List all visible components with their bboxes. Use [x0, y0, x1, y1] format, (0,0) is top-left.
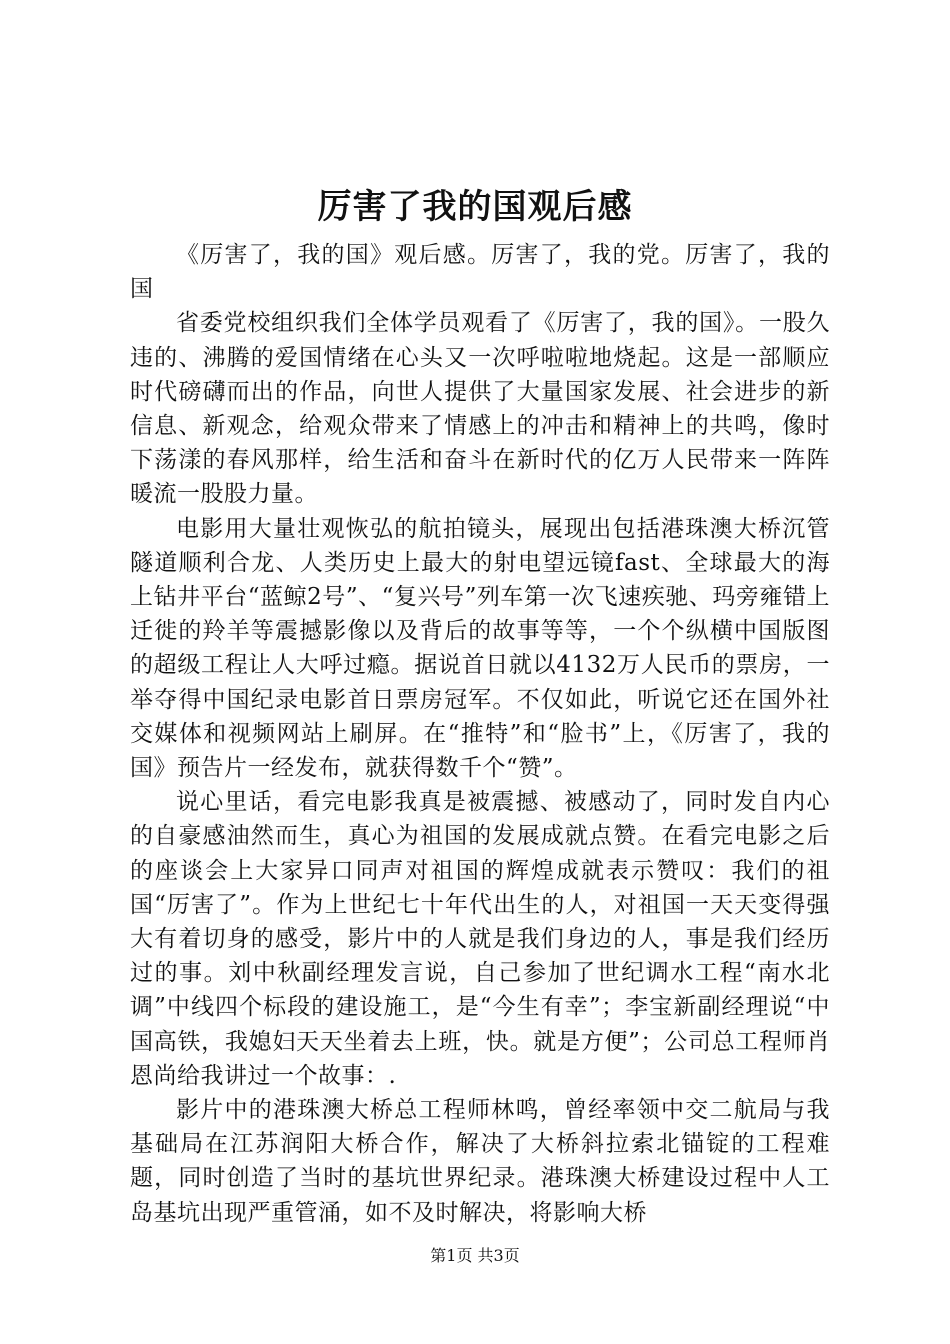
- paragraph: 影片中的港珠澳大桥总工程师林鸣，曾经率领中交二航局与我基础局在江苏润阳大桥合作，解决了大桥斜拉索北锚锭的工程难题，同时创造了当时的基坑世界纪录。港珠澳大桥建设过程中人工岛基坑出现严重管涌，如不及时解决，将影响大桥: [130, 1097, 830, 1226]
- paragraph: 省委党校组织我们全体学员观看了《厉害了，我的国》。一股久违的、沸腾的爱国情绪在心头又一次呼啦啦地烧起。这是一部顺应时代磅礴而出的作品，向世人提供了大量国家发展、社会进步的新信息、新观念，给观众带来了情感上的冲击和精神上的共鸣，像时下荡漾的春风那样，给生活和奋斗在新时代的亿万人民带来一阵阵暖流一股股力量。: [130, 310, 830, 508]
- paragraph: 《厉害了，我的国》观后感。厉害了，我的党。厉害了，我的国: [130, 242, 830, 303]
- document-title: 厉害了我的国观后感: [317, 187, 633, 227]
- paragraph: 说心里话，看完电影我真是被震撼、被感动了，同时发自内心的自豪感油然而生，真心为祖国的发展成就点赞。在看完电影之后的座谈会上大家异口同声对祖国的辉煌成就表示赞叹：我们的祖国“厉害了”。作为上世纪七十年代出生的人，对祖国一天天变得强大有着切身的感受，影片中的人就是我们身边的人，事是我们经历过的事。刘中秋副经理发言说，自己参加了世纪调水工程“南水北调”中线四个标段的建设施工，是“今生有幸”；李宝新副经理说“中国高铁，我媳妇天天坐着去上班，快。就是方便”；公司总工程师肖恩尚给我讲过一个故事：.: [130, 789, 830, 1089]
- document-body: [130, 238, 830, 1230]
- paragraph: 电影用大量壮观恢弘的航拍镜头，展现出包括港珠澳大桥沉管隧道顺利合龙、人类历史上最大的射电望远镜fast、全球最大的海上钻井平台“蓝鲸2号”、“复兴号”列车第一次飞速疾驰、玛旁雍错上迁徙的羚羊等震撼影像以及背后的故事等等，一个个纵横中国版图的超级工程让人大呼过瘾。据说首日就以4132万人民币的票房，一举夺得中国纪录电影首日票房冠军。不仅如此，听说它还在国外社交媒体和视频网站上刷屏。在“推特”和“脸书”上，《厉害了，我的国》预告片一经发布，就获得数千个“赞”。: [130, 515, 830, 782]
- page-number-footer: 第1页 共3页: [430, 1246, 520, 1265]
